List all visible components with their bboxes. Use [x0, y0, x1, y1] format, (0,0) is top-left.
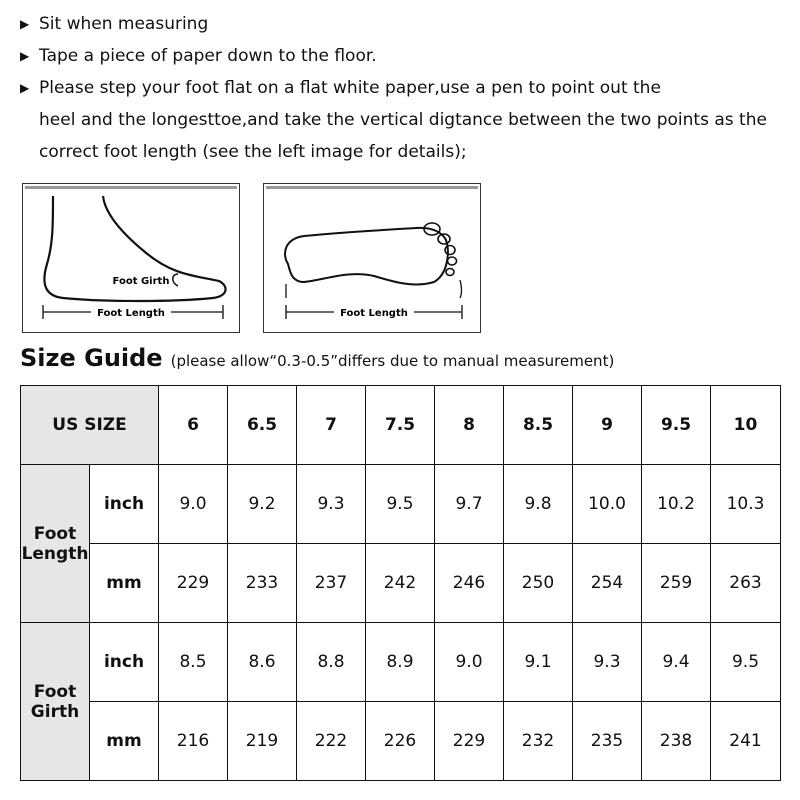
size-header-cell: 7 — [297, 386, 366, 465]
value-cell: 8.9 — [366, 623, 435, 702]
value-cell: 9.2 — [228, 465, 297, 544]
instruction-text: heel and the longesttoe,and take the vertical digtance between the two points as the — [39, 110, 767, 130]
value-cell: 9.0 — [435, 623, 504, 702]
value-cell: 263 — [711, 544, 781, 623]
size-guide-note: (please allow“0.3-0.5”differs due to manual measurement) — [170, 352, 615, 370]
value-cell: 9.8 — [504, 465, 573, 544]
value-cell: 9.4 — [642, 623, 711, 702]
value-cell: 219 — [228, 702, 297, 781]
value-cell: 8.5 — [159, 623, 228, 702]
instruction-text: Tape a piece of paper down to the floor. — [39, 46, 377, 66]
value-cell: 10.2 — [642, 465, 711, 544]
value-cell: 233 — [228, 544, 297, 623]
foot-girth-label: Foot Girth — [112, 276, 170, 287]
foot-length-label: Foot Length — [340, 308, 408, 319]
unit-cell: inch — [90, 623, 159, 702]
instruction-item — [20, 8, 790, 40]
size-header-cell: 7.5 — [366, 386, 435, 465]
value-cell: 237 — [297, 544, 366, 623]
value-cell: 9.0 — [159, 465, 228, 544]
value-cell: 232 — [504, 702, 573, 781]
group-label-foot-length — [21, 465, 90, 623]
value-cell: 8.8 — [297, 623, 366, 702]
foot-side-icon — [23, 184, 241, 334]
size-guide-heading — [20, 344, 614, 372]
value-cell: 9.7 — [435, 465, 504, 544]
instruction-text: correct foot length (see the left image for details); — [39, 142, 467, 162]
value-cell: 229 — [435, 702, 504, 781]
value-cell: 235 — [573, 702, 642, 781]
table-row — [21, 702, 781, 781]
value-cell: 222 — [297, 702, 366, 781]
table-header-row — [21, 386, 781, 465]
value-cell: 250 — [504, 544, 573, 623]
size-header-cell: 6.5 — [228, 386, 297, 465]
table-row — [21, 465, 781, 544]
value-cell: 259 — [642, 544, 711, 623]
value-cell: 242 — [366, 544, 435, 623]
value-cell: 9.1 — [504, 623, 573, 702]
value-cell: 226 — [366, 702, 435, 781]
bullet-triangle-icon: ▶ — [20, 49, 30, 63]
unit-cell: mm — [90, 702, 159, 781]
bullet-triangle-icon: ▶ — [20, 17, 30, 31]
foot-side-diagram — [22, 183, 240, 333]
instruction-item — [20, 40, 790, 72]
value-cell: 241 — [711, 702, 781, 781]
value-cell: 9.3 — [573, 623, 642, 702]
value-cell: 246 — [435, 544, 504, 623]
value-cell: 238 — [642, 702, 711, 781]
value-cell: 9.3 — [297, 465, 366, 544]
group-label-foot-girth — [21, 623, 90, 781]
instruction-text: Sit when measuring — [39, 14, 209, 34]
value-cell: 229 — [159, 544, 228, 623]
foot-sole-icon — [264, 184, 482, 334]
value-cell: 10.0 — [573, 465, 642, 544]
group-label-line: Length — [21, 543, 89, 564]
value-cell: 216 — [159, 702, 228, 781]
group-label-line: Foot — [33, 523, 77, 544]
foot-sole-diagram — [263, 183, 481, 333]
value-cell: 9.5 — [366, 465, 435, 544]
instruction-text: Please step your foot flat on a flat white paper,use a pen to point out the — [39, 78, 661, 98]
size-header-cell: 8 — [435, 386, 504, 465]
instructions-list — [20, 8, 790, 168]
size-header-cell: 6 — [159, 386, 228, 465]
group-label-line: Foot — [33, 681, 77, 702]
value-cell: 8.6 — [228, 623, 297, 702]
unit-cell: mm — [90, 544, 159, 623]
size-guide-title: Size Guide — [20, 344, 163, 372]
value-cell: 10.3 — [711, 465, 781, 544]
size-header-cell: 9 — [573, 386, 642, 465]
unit-cell: inch — [90, 465, 159, 544]
value-cell: 9.5 — [711, 623, 781, 702]
size-header-cell: 8.5 — [504, 386, 573, 465]
foot-length-label: Foot Length — [97, 308, 165, 319]
size-header-cell: 9.5 — [642, 386, 711, 465]
size-header-cell: 10 — [711, 386, 781, 465]
bullet-triangle-icon: ▶ — [20, 81, 30, 95]
instruction-item — [20, 72, 790, 168]
group-label-line: Girth — [30, 701, 80, 722]
table-row — [21, 544, 781, 623]
value-cell: 254 — [573, 544, 642, 623]
table-row — [21, 623, 781, 702]
size-table — [20, 385, 781, 781]
us-size-header: US SIZE — [21, 386, 159, 465]
